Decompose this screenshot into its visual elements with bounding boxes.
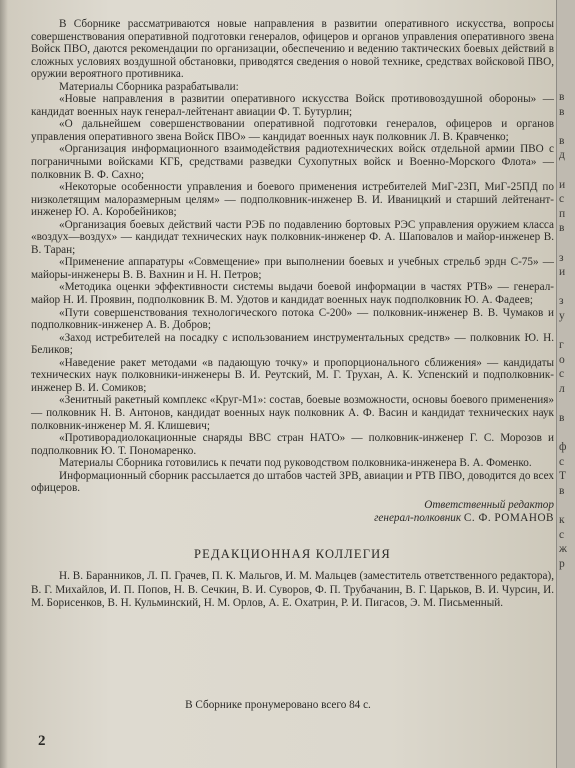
article-entry: «Зенитный ракетный комплекс «Круг-М1»: состав, боевые возможности, основы боевого применения» — полковник Н. В. Антонов, кандидат военных наук полковник А. Ф. Васин и кандидат технических наук полковник-инженер М. Я. Клишевич;	[31, 394, 554, 432]
article-entry: «Заход истребителей на посадку с использованием инструментальных средств» — полковник Ю. Н. Беликов;	[31, 331, 554, 357]
adjacent-page-edge	[556, 0, 575, 768]
adjacent-page-text: в в в д и с п в з и з у г о с л в ф с Т в к с ж р	[559, 91, 567, 570]
article-entry: «Противорадиолокационные снаряды ВВС стран НАТО» — полковник-инженер Г. С. Морозов и подполковник Ю. Т. Пономаренко.	[31, 432, 554, 457]
article-entry: «Некоторые особенности управления и боевого применения истребителей МиГ-23П, МиГ-25ПД по низколетящим малоразмерным целям» — подполковник-инженер В. И. Иваницкий и старший лейтенант-инженер Ю. А. Коробейников;	[31, 181, 554, 219]
article-entry: «Наведение ракет методами «в падающую точку» и пропорционального сближения» — кандидаты технических наук полковники-инженеры В. И. Реутский, М. Г. Трухан, А. К. Успенский и подполковник-инженер В. И. Сомиков;	[31, 356, 554, 394]
editorial-board-title: РЕДАКЦИОННАЯ КОЛЛЕГИЯ	[194, 546, 391, 561]
prepared-by-paragraph: Материалы Сборника готовились к печати под руководством полковника-инженера В. А. Фоменко.	[59, 457, 532, 470]
page-count-note: В Сборнике пронумеровано всего 84 с.	[185, 699, 371, 711]
signature-block	[31, 499, 554, 526]
article-entry: «Методика оценки эффективности системы выдачи боевой информации в частях РТВ» — генерал-майор Н. И. Проявин, подполковник В. М. Удотов и кандидат военных наук подполковник Ю. А. Фадеев;	[31, 281, 554, 307]
article-entry: «Применение аппаратуры «Совмещение» при выполнении боевых и учебных стрельб эрдн С-75» — майоры-инженеры В. В. Вахнин и Н. Н. Петров;	[31, 256, 554, 281]
editorial-board-members: Н. В. Баранников, Л. П. Грачев, П. К. Мальгов, И. М. Мальцев (заместитель ответственного редактора), В. Г. Михайлов, И. П. Попов, Н. В. Сечкин, В. И. Суворов, Ф. П. Трубачанин, В. Г. Царьков, В. И. Чурсин, И. М. Борисенков, В. Н. Кульминский, Н. М. Орлов, А. Е. Охатрин, Р. И. Пигасов, Э. М. Письменный.	[31, 570, 554, 610]
article-entry: «Новые направления в развитии оперативного искусства Войск противовоздушной обороны» — кандидат военных наук генерал-лейтенант авиации Ф. Т. Бутурлин;	[31, 93, 554, 118]
materials-intro: Материалы Сборника разрабатывали:	[59, 80, 239, 93]
article-entry: «Организация информационного взаимодействия радиотехнических войск отдельной армии ПВО с пограничными войсками КГБ, средствами разведки Сухопутных войск и Военно-Морского Флота» — полковник В. Ф. Сахно;	[31, 143, 554, 181]
signature-name: С. Ф. РОМАНОВ	[463, 512, 554, 525]
binding-shadow	[0, 0, 8, 768]
page-content	[31, 18, 554, 611]
signature-rank: генерал-полковник	[374, 512, 462, 525]
article-entry: «О дальнейшем совершенствовании оперативной подготовки генералов, офицеров и органов управления оперативного звена Войск ПВО» — кандидат военных наук полковник Л. В. Кравченко;	[31, 118, 554, 143]
signature-line	[31, 512, 554, 526]
article-entry: «Пути совершенствования технологического потока С-200» — полковник-инженер В. В. Чумаков и подполковник-инженер А. В. Добров;	[31, 306, 554, 332]
distribution-paragraph: Информационный сборник рассылается до штабов частей ЗРВ, авиации и РТВ ПВО, доводится до всех офицеров.	[31, 469, 554, 495]
signature-role: Ответственный редактор	[424, 498, 554, 511]
article-entry: «Организация боевых действий части РЭБ по подавлению бортовых РЭС управления оружием класса «воздух—воздух» — кандидат технических наук полковник-инженер Ф. А. Шаповалов и майор-инженер В. В. Таран;	[31, 218, 554, 256]
page-number: 2	[38, 733, 46, 749]
intro-paragraph: В Сборнике рассматриваются новые направления в развитии оперативного искусства, вопросы совершенствования оперативной подготовки генералов, офицеров и органов управления оперативного звена Войск ПВО, даются рекомендации по организации, обеспечению и ведению тактических боевых действий в сложных условиях воздушной обстановки, приводятся сведения о новой технике, средствах войсковой ПВО, оружии вероятного противника.	[31, 18, 554, 81]
